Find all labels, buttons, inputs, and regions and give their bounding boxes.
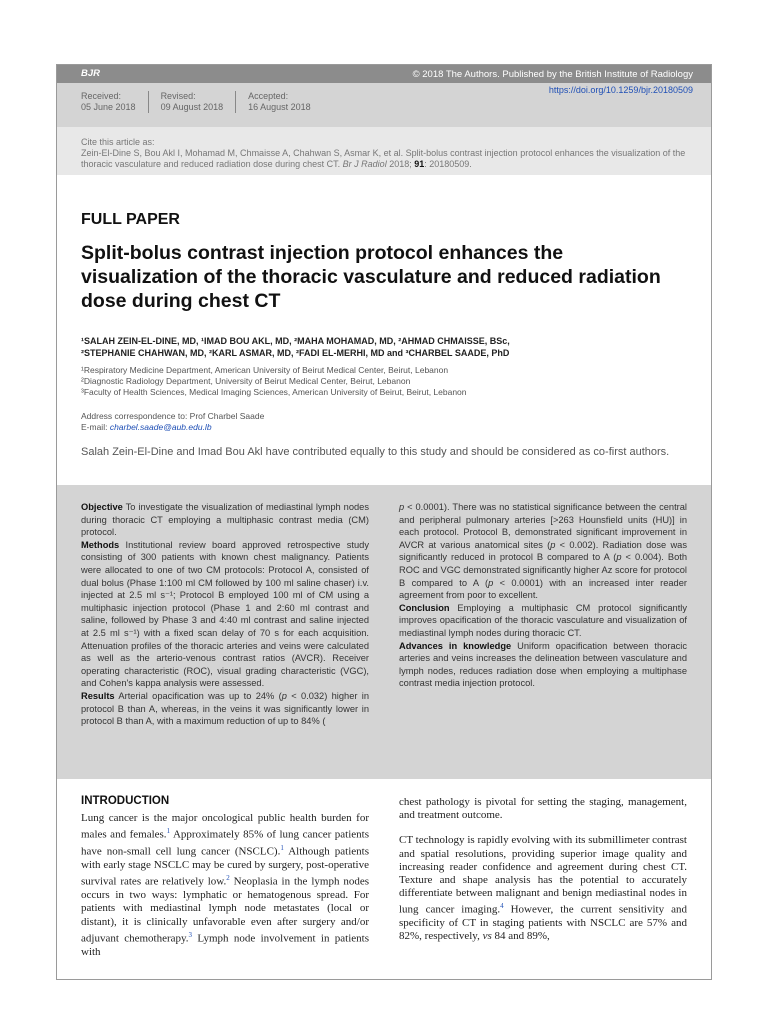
abstract-column-right <box>399 501 687 690</box>
cite-label: Cite this article as: <box>81 137 155 147</box>
journal-name: BJR <box>81 68 101 79</box>
abstract-objective: Objective To investigate the visualization of mediastinal lymph nodes during thoracic CT employing a multiphasic contrast media (CM) protocol. <box>81 502 369 538</box>
citation-text: Zein-El-Dine S, Bou Akl I, Mohamad M, Chmaisse A, Chahwan S, Asmar K, et al. Split-bolus contrast injection protocol enhances the visualization of the thoracic vasculature and reduced radiation dose during chest CT. Br J Radiol 2018; 91: 20180509. <box>81 148 686 169</box>
abstract-advances: Advances in knowledge Uniform opacification between thoracic arteries and veins increases the delineation between vasculature and lymph nodes, reduces radiation dose when employing a multiphase contrast media injection protocol. <box>399 640 687 689</box>
abstract-column-left <box>81 501 369 728</box>
affiliations: ¹Respiratory Medicine Department, American University of Beirut Medical Center, Beirut, Lebanon ²Diagnostic Radiology Department, University of Beirut Medical Center, Beirut, Lebanon ³Faculty of Health Sciences, Medical Imaging Sciences, American University of Beirut, Beirut, Lebanon <box>81 365 467 397</box>
accepted-date: Accepted: 16 August 2018 <box>248 91 311 112</box>
intro-paragraph-1: Lung cancer is the major oncological public health burden for males and females.$^1$ Approximately 85% of lung cancer patients have non-small cell lung cancer (NSCLC).$^1$ Although patients with early stage NSCLC may be cured by surgery, post-operative survival rates are relatively low.$^2$ Neoplasia in the lymph nodes occurs in two ways: lymphatic or hematogenous spread. For patients with mediastinal lymph node metastates (local or distant), it is clinically unfavorable even after surgery and/or adjuvant chemotherapy.$^3$ Lymph node involvement in patients with <box>81 812 370 958</box>
ref-link[interactable]: 3 <box>188 930 193 939</box>
journal-header-bar <box>57 65 711 83</box>
ref-link[interactable]: 1 <box>280 844 284 853</box>
received-date: Received: 05 June 2018 <box>81 91 149 113</box>
paper-type: FULL PAPER <box>81 211 180 228</box>
copyright-notice: © 2018 The Authors. Published by the British Institute of Radiology <box>412 69 693 80</box>
author-list: ¹SALAH ZEIN-EL-DINE, MD, ¹IMAD BOU AKL, MD, ²MAHA MOHAMAD, MD, ²AHMAD CHMAISSE, BSc, ²STEPHANIE CHAHWAN, MD, ²KARL ASMAR, MD, ²FADI EL-MERHI, MD and ³CHARBEL SAADE, PhD <box>81 336 510 358</box>
correspondence: Address correspondence to: Prof Charbel Saade E-mail: charbel.saade@aub.edu.lb <box>81 411 265 432</box>
body-column-left <box>81 795 369 970</box>
abstract-box <box>57 485 711 779</box>
co-first-author-note: Salah Zein-El-Dine and Imad Bou Akl have contributed equally to this study and should be considered as co-first authors. <box>81 446 670 458</box>
abstract-results-cont: p < 0.0001). There was no statistical significance between the central and peripheral pulmonary arteries [>263 Hounsfield units (HU)] in each protocol. Protocol B, demonstrated significant improvement in AVCR at various anatomical sites (p < 0.002). Radiation dose was significantly reduced in protocol B compared to A (p < 0.004). Both ROC and VGC demonstrated significantly higher Az score for protocol B compared to A (p < 0.0001) with an increased inter reader agreement from poor to excellent. <box>399 502 688 601</box>
page-frame <box>56 64 712 980</box>
paper-title: Split-bolus contrast injection protocol enhances the visualization of the thoracic vasculature and reduced radiation dose during chest CT <box>81 242 661 312</box>
email-link[interactable]: charbel.saade@aub.edu.lb <box>109 422 212 432</box>
intro-paragraph-2: CT technology is rapidly evolving with its submillimeter contrast and spatial resolutions, providing superior image quality and increasing reader confidence and agreement during chest CT. Texture and shape analysis has the potential to accurately differentiate between malignant and benign mediastinal nodes in lung cancer imaging.$^4$ However, the current sensitivity and specificity of CT in staging patients with NSCLC are 57% and 82%, respectively, vs 84 and 89%, <box>399 834 687 943</box>
citation-box <box>57 127 711 175</box>
introduction-heading: INTRODUCTION <box>81 795 170 807</box>
ref-link[interactable]: 1 <box>166 827 171 836</box>
ref-link[interactable]: 4 <box>500 902 504 911</box>
abstract-conclusion: Conclusion Employing a multiphasic CM protocol significantly improves opacification of the thoracic vasculature and visualization of mediastinal lymph nodes during thoracic CT. <box>399 602 687 638</box>
intro-paragraph-1-cont: chest pathology is pivotal for setting the staging, management, and treatment outcome. <box>399 796 687 822</box>
ref-link[interactable]: 2 <box>226 874 230 883</box>
body-column-right <box>399 796 687 955</box>
abstract-methods: Methods Institutional review board approved retrospective study consisting of 300 patients with known chest malignancy. Patients were allocated to one of two CM protocols: Protocol A, consisted of dual bolus (Phase 1:100 ml CM followed by 100 ml saline chaser) i.v. injected at 2.5 ml s⁻¹; Protocol B employed 100 ml of CM using a multiphasic injection protocol (Phase 1 and 2:60 ml contrast and saline, followed by Phase 3 and 4:40 ml contrast and saline injected at 2.5 ml s⁻¹) with a fixed scan delay of 70 s for each acquisition. Attenuation profiles of the thoracic arteries and veins were calculated as well as the arterio-venous contrast ratios (AVCR). Receiver operating characteristic (ROC), visual grading characteristic (VGC), and Cohen's kappa analysis were assessed. <box>81 539 369 689</box>
article-dates <box>81 91 335 113</box>
article-dates-bar <box>57 83 711 127</box>
doi-link[interactable]: https://doi.org/10.1259/bjr.20180509 <box>548 85 693 95</box>
revised-date: Revised: 09 August 2018 <box>161 91 237 113</box>
abstract-results: Results Arterial opacification was up to 24% (p < 0.032) higher in protocol B than A, whereas, in the veins it was significantly lower in protocol B than A, with a maximum reduction of up to 84% ( <box>81 690 370 727</box>
